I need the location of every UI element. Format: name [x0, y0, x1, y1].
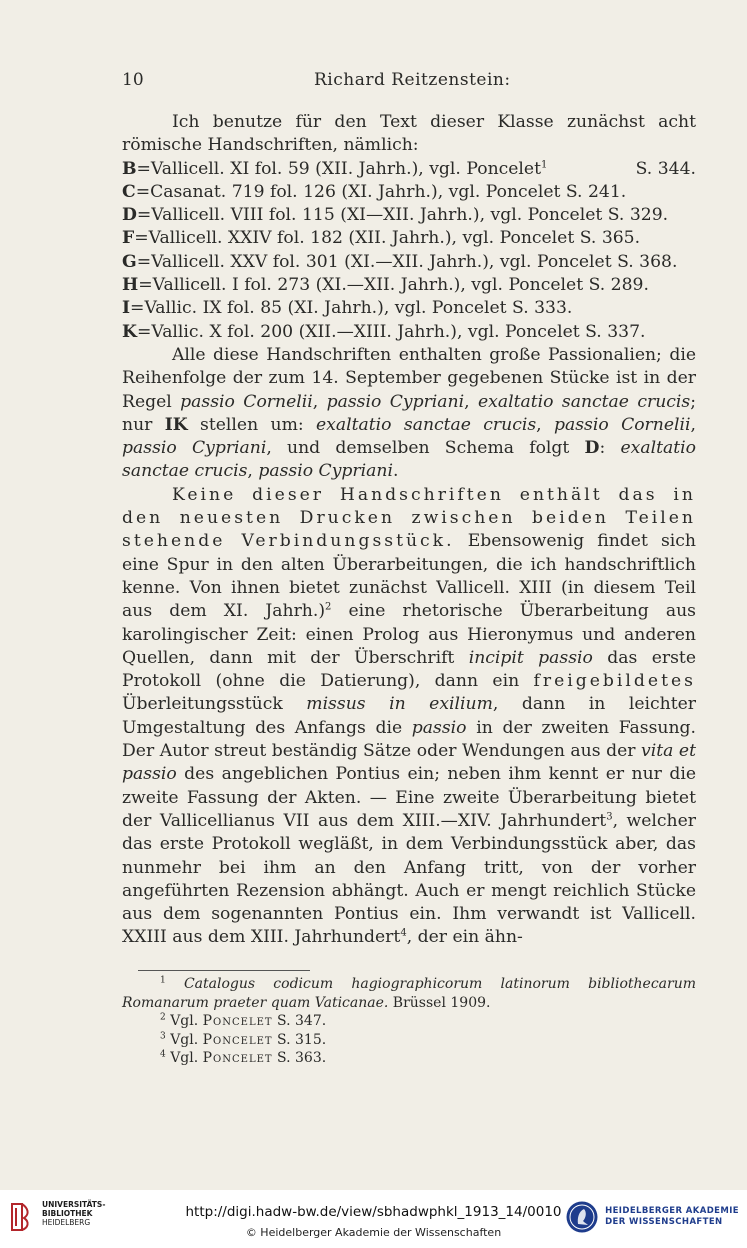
footnote-marker: 1: [541, 158, 548, 170]
academy-name: [605, 1206, 739, 1228]
logo-text: BIBLIOTHEK: [42, 1209, 93, 1218]
main-text: [122, 111, 696, 950]
manuscript-entry: [122, 181, 696, 204]
text: ,: [247, 461, 259, 482]
footnote-number: 4: [160, 1049, 166, 1060]
siglum: I: [122, 298, 131, 319]
latin-title: passio Cornelii: [553, 414, 691, 435]
author-name: Poncelet: [202, 1050, 273, 1066]
manuscript-entry: [122, 251, 696, 274]
latin-title: exaltatio sanctae crucis: [316, 414, 537, 435]
latin-title: passio Cornelii: [180, 391, 313, 412]
footnote-number: 2: [160, 1012, 166, 1023]
text: , und demselben Schema folgt: [266, 438, 585, 459]
digitization-footer: [0, 1190, 747, 1248]
footnote-marker: 2: [325, 601, 332, 613]
manuscript-description: =Vallicell. XXV fol. 301 (XI.—XII. Jahrh.), vgl. Poncelet S. 368.: [136, 251, 678, 272]
manuscript-entry: [122, 204, 696, 227]
manuscript-entry: [122, 321, 696, 344]
footnote-marker: 3: [606, 811, 613, 823]
siglum: G: [122, 251, 137, 272]
manuscript-page-ref: S. 344.: [635, 158, 696, 179]
text: , dann in leichter Umgestaltung des Anfangs die: [122, 694, 697, 738]
text: Brüssel 1909.: [388, 994, 491, 1011]
paragraph-passionalia: [122, 344, 696, 484]
text: Vgl.: [170, 1031, 203, 1048]
latin-phrase: passio: [411, 717, 467, 738]
footnote-3: [122, 1031, 696, 1050]
siglum: H: [122, 275, 139, 296]
footnotes: [122, 975, 696, 1068]
footnote-1: [122, 975, 696, 1012]
latin-title: passio Cypriani: [258, 461, 393, 482]
text: des angeblichen Pontius ein; neben ihm kennt er nur die zweite Fassung der Akten. — Eine zweite Überarbeitung bietet der Vallicellianus VII aus dem XIII.—XIV. Jahrhundert: [122, 764, 696, 831]
author-name: Poncelet: [202, 1013, 273, 1029]
text: Ebensowenig findet sich eine Spur in den alten Überarbeitungen, die ich handschriftlich kenne. Von ihnen bietet zunächst Vallicell. XIII (in diesem Teil aus dem XI. Jahrh.): [122, 531, 696, 622]
latin-phrase: missus in exilium: [306, 694, 493, 715]
latin-title: exaltatio sanctae crucis: [122, 438, 696, 482]
manuscript-description: =Casanat. 719 fol. 126 (XI. Jahrh.), vgl. Poncelet S. 241.: [135, 181, 627, 202]
manuscript-description: =Vallicell. XXIV fol. 182 (XII. Jahrh.), vgl. Poncelet S. 365.: [134, 228, 641, 249]
latin-title: exaltatio sanctae crucis: [477, 391, 691, 412]
text: :: [599, 438, 621, 459]
text: , welcher das erste Protokoll wegläßt, in dem Verbindungsstück aber, das nunmehr bei ihm an den Anfang tritt, von der vorher angeführten Rezension abhängt. Auch er mengt reichlich Stücke aus dem sogenannten Pontius ein. Ihm verwandt ist Vallicell. XXIII aus dem XIII. Jahrhundert: [122, 810, 696, 948]
text: das erste Protokoll (ohne die Datierung), dann ein: [122, 647, 696, 692]
footnote-number: 1: [160, 975, 166, 986]
page-header: [122, 70, 697, 94]
text: .: [392, 461, 399, 482]
running-head: Richard Reitzenstein:: [314, 70, 511, 90]
text: ,: [690, 414, 696, 435]
text: ,: [536, 414, 554, 435]
text: S. 347.: [272, 1013, 327, 1029]
manuscript-entry: [122, 274, 696, 297]
spaced-text: freigebildetes: [533, 671, 696, 692]
logo-text: HEIDELBERGER AKADEMIE: [605, 1206, 739, 1216]
intro-paragraph: Ich benutze für den Text dieser Klasse zunächst acht römische Handschriften, nämlich:: [122, 112, 696, 156]
text: Alle diese Handschriften enthalten große Passionalien; die Reihenfolge der zum 14. September gegebenen Stücke ist in der Regel: [122, 344, 696, 412]
siglum: IK: [164, 414, 188, 435]
spaced-text: Keine dieser Handschriften enthält das in den neuesten Drucken zwischen beiden Teilen stehende Verbindungsstück.: [122, 484, 696, 552]
siglum: F: [122, 228, 135, 249]
text: Überleitungsstück: [122, 694, 307, 715]
latin-phrase: incipit passio: [468, 647, 593, 668]
manuscript-list: [122, 158, 696, 344]
text: Vgl.: [170, 1050, 203, 1066]
text: eine rhetorische Überarbeitung aus karolingischer Zeit: einen Prolog aus Hieronymus und anderen Quellen, dann mit der Überschrift: [122, 601, 696, 668]
footnote-marker: 4: [400, 927, 407, 939]
text: S. 363.: [272, 1050, 327, 1066]
manuscript-entry: [122, 158, 696, 181]
latin-title: passio Cypriani: [122, 438, 267, 459]
copyright-notice: © Heidelberger Akademie der Wissenschaften: [245, 1226, 502, 1239]
manuscript-description: =Vallic. X fol. 200 (XII.—XIII. Jahrh.), vgl. Poncelet S. 337.: [136, 321, 646, 342]
siglum: D: [584, 438, 600, 459]
text: S. 315.: [272, 1031, 327, 1048]
manuscript-entry: [122, 227, 696, 250]
paragraph-revisions: [122, 484, 696, 950]
text: ; nur: [122, 391, 697, 435]
catalogue-title: Catalogus codicum hagiographicorum latinorum bibliothecarum Romanarum praeter quam Vaticanae.: [122, 976, 696, 1011]
manuscript-description: =Vallic. IX fol. 85 (XI. Jahrh.), vgl. Poncelet S. 333.: [130, 298, 573, 319]
footnote-divider: [138, 970, 310, 971]
latin-title: passio Cypriani: [326, 391, 465, 412]
footnote-2: [122, 1012, 696, 1031]
manuscript-entry: [122, 297, 696, 320]
latin-phrase: vita et passio: [122, 741, 696, 785]
text: ,: [312, 391, 327, 412]
academy-seal-icon: [565, 1200, 599, 1234]
author-name: Poncelet: [202, 1031, 273, 1048]
logo-text: HEIDELBERG: [42, 1218, 91, 1227]
permalink-url[interactable]: http://digi.hadw-bw.de/view/sbhadwphkl_1913_14/0010: [185, 1204, 562, 1220]
logo-text: UNIVERSITÄTS-: [42, 1200, 106, 1209]
text: Vgl.: [170, 1013, 203, 1029]
logo-text: DER WISSENSCHAFTEN: [605, 1217, 723, 1227]
siglum: K: [122, 321, 137, 342]
footnote-number: 3: [160, 1030, 166, 1041]
footnote-4: [122, 1049, 696, 1068]
text: in der zweiten Fassung. Der Autor streut beständig Sätze oder Wendungen aus der: [122, 717, 696, 762]
academy-logo[interactable]: [565, 1200, 739, 1234]
manuscript-description: =Vallicell. I fol. 273 (XI.—XII. Jahrh.), vgl. Poncelet S. 289.: [138, 275, 649, 296]
text: , der ein ähn-: [406, 927, 523, 948]
manuscript-description: =Vallicell. VIII fol. 115 (XI—XII. Jahrh.), vgl. Poncelet S. 329.: [136, 205, 669, 226]
manuscript-description: =Vallicell. XI fol. 59 (XII. Jahrh.), vgl. Poncelet: [136, 158, 542, 179]
siglum: D: [122, 205, 137, 226]
page-number: 10: [122, 70, 144, 90]
siglum: B: [122, 158, 137, 179]
text: stellen um:: [187, 414, 317, 435]
siglum: C: [122, 181, 136, 202]
text: ,: [464, 391, 478, 412]
